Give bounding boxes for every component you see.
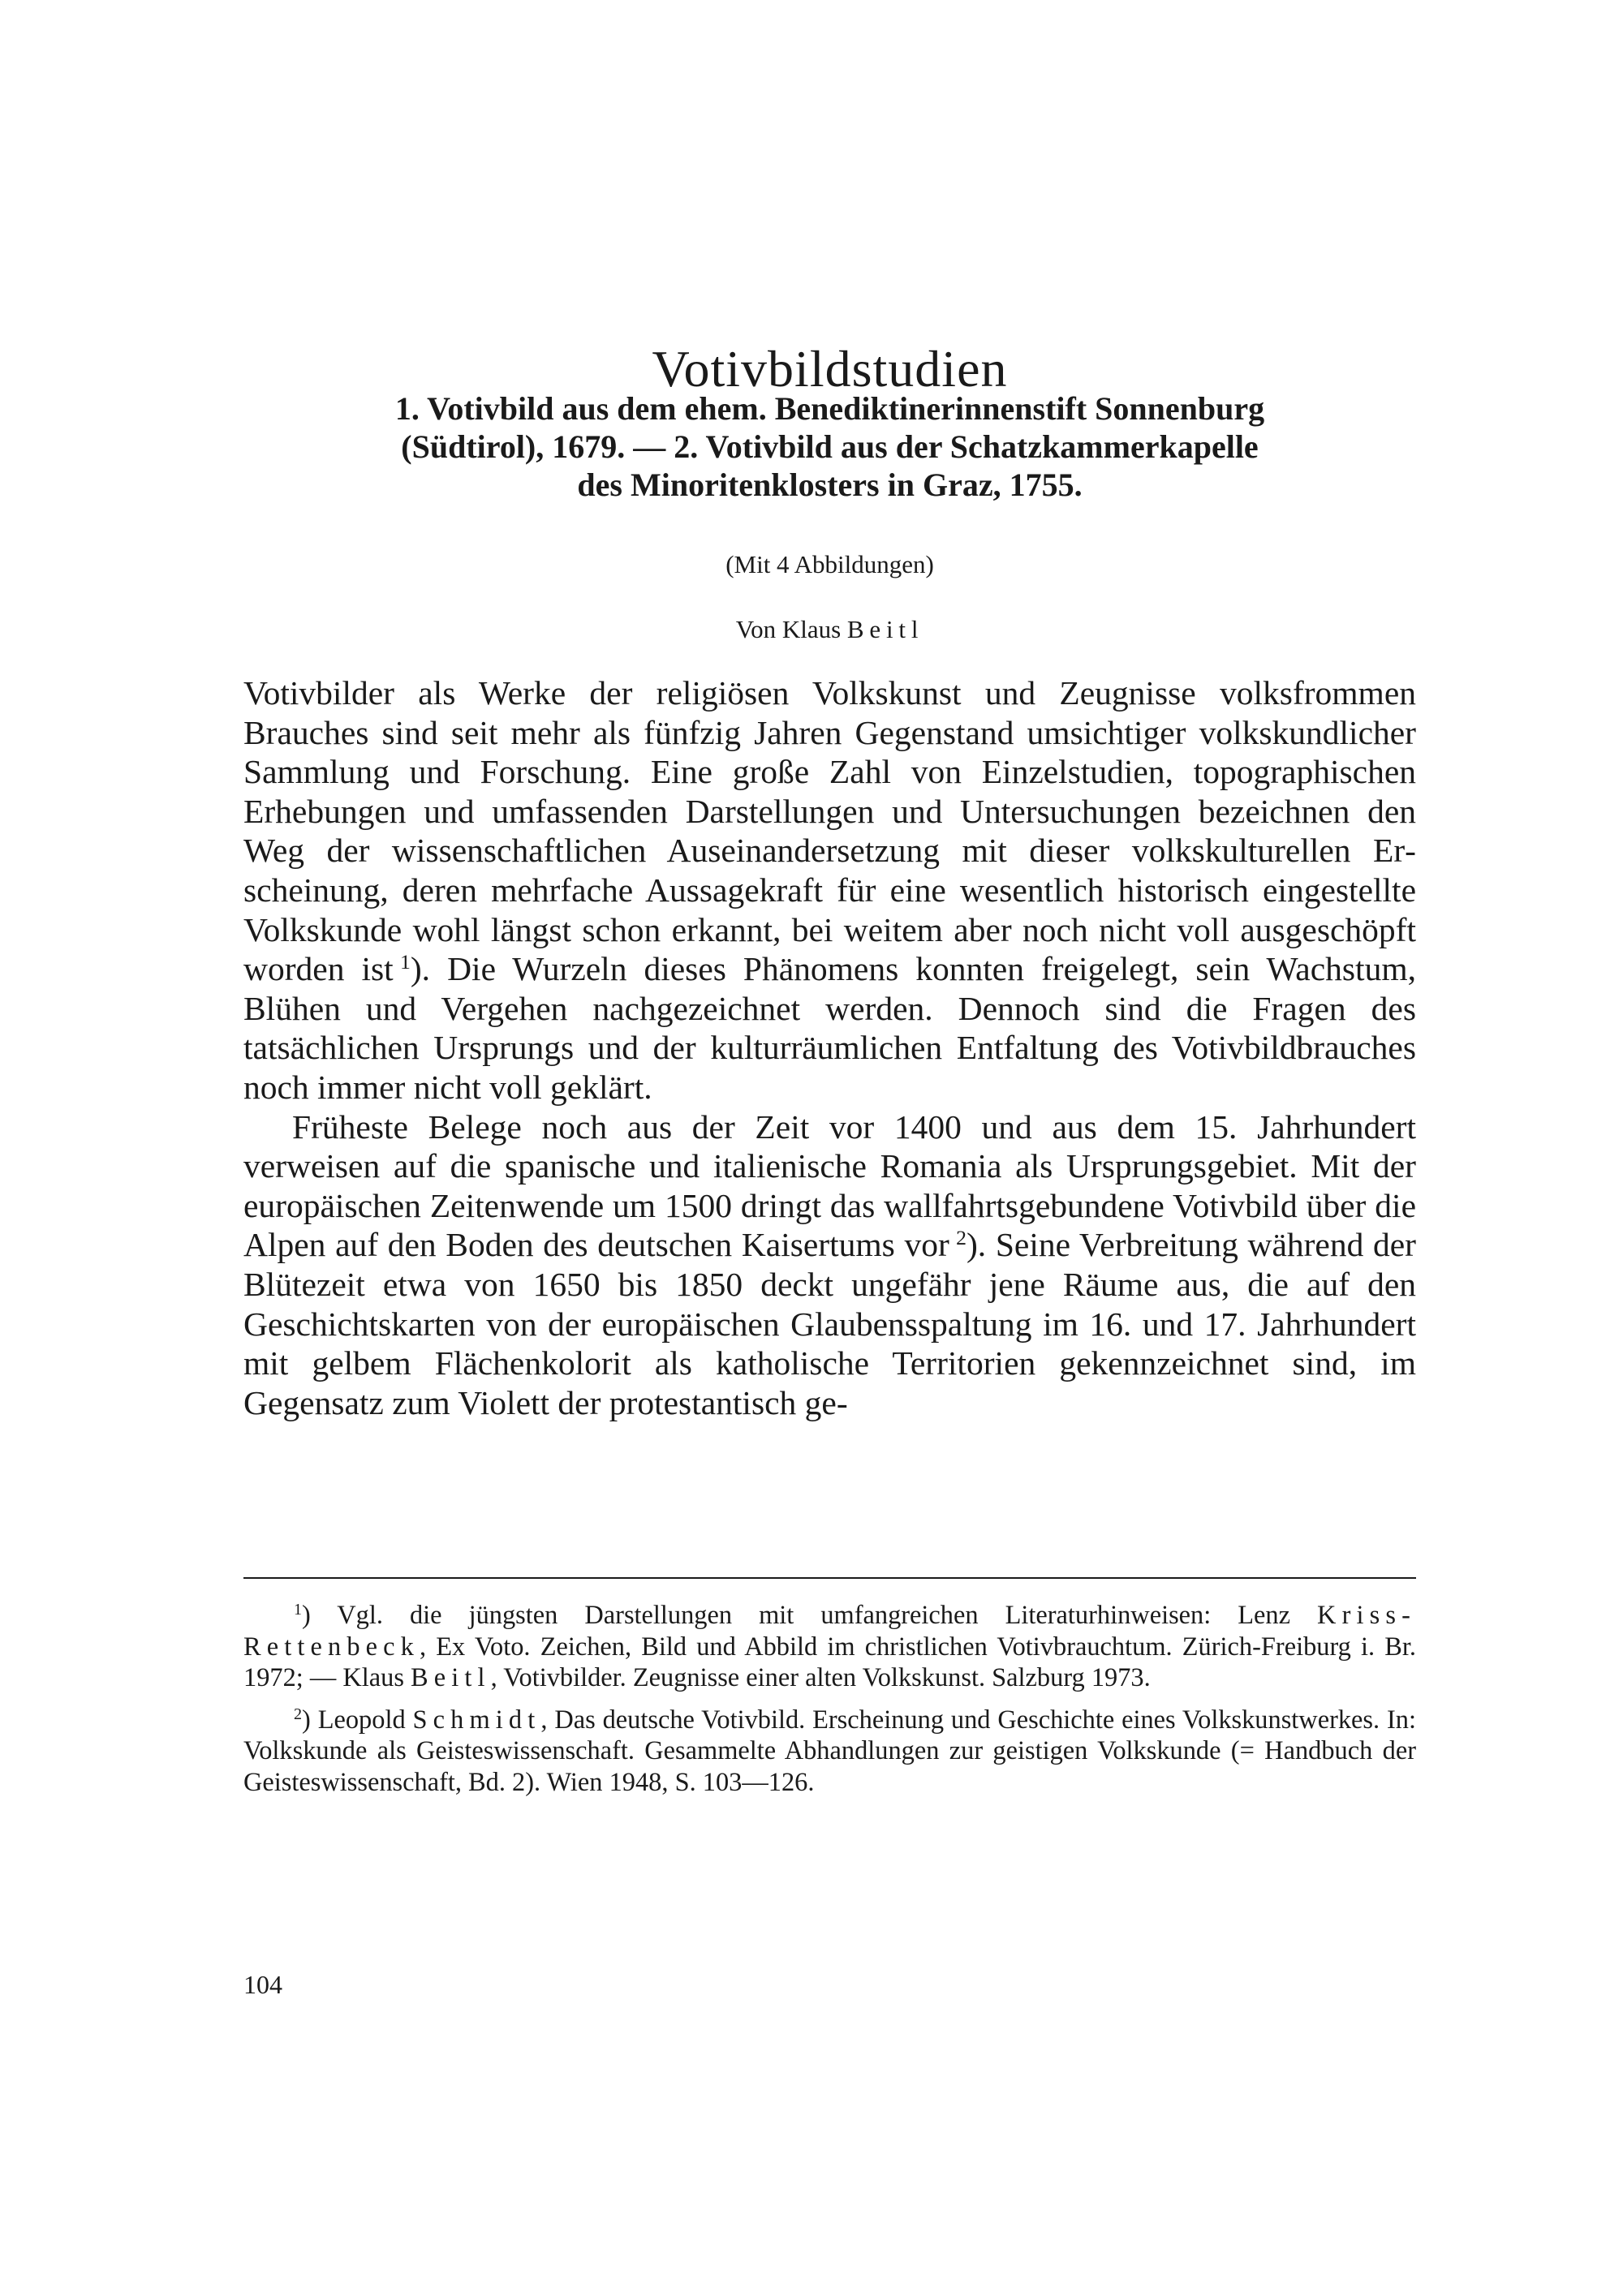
author-prefix: Von Klaus (735, 615, 847, 643)
footnote-author-name: Kriss-Rettenbeck (243, 1601, 1416, 1662)
footnote-1 (243, 1600, 1416, 1694)
article-subtitle (243, 389, 1416, 504)
footnote-author-name: Beitl (411, 1663, 491, 1693)
footnote-text: , Das deutsche Votivbild. Erscheinung und Geschichte eines Volkskunstwerkes. In: Volkskunde als Geisteswissenschaft. Gesammelte Abhandlungen zur geistigen Volkskunde (= Handbuch der Geisteswissenschaft, Bd. 2). Wien 1948, S. 103—126. (243, 1705, 1416, 1797)
article-title: Votivbildstudien (652, 339, 1008, 398)
footnote-text: ) Vgl. die jüngsten Darstellungen mit umfangreichen Literaturhinweisen: Lenz (302, 1601, 1318, 1630)
footnote-separator (243, 1577, 1416, 1579)
subtitle-line: 1. Votivbild aus dem ehem. Benediktinerinnenstift Sonnenburg (394, 390, 1265, 427)
paragraph-text: Früheste Belege noch aus der Zeit vor 1400 und aus dem 15. Jahrhundert verweisen auf die spanische und italienische Romania als Ursprungsgebiet. Mit der europäischen Zeitenwende um 1500 dringt das wallfahrtsgebundene Votivbild über die Alpen auf den Boden des deutschen Kaisertums vor (243, 1107, 1416, 1264)
footnote-text: ) Leopold (302, 1705, 413, 1735)
author-line (243, 617, 1416, 642)
paragraph-text: ). Seine Verbreitung während der Blütezeit etwa von 1650 bis 1850 deckt ungefähr jene Räume aus, die auf den Geschichtskarten von der europäischen Glaubensspaltung im 16. und 17. Jahrhundert mit gelbem Flächenkolorit als katholische Territorien gekennzeichnet sind, im Gegensatz zum Violett der protestantisch ge- (243, 1226, 1416, 1421)
footnote-text: , Ex Voto. Zeichen, Bild und Abbild im christlichen Votivbrauchtum. Zürich-Freiburg i. Br. 1972; — Klaus (243, 1632, 1416, 1693)
body-paragraph-1 (243, 673, 1416, 1107)
footnote-2 (243, 1705, 1416, 1799)
page-number: 104 (243, 1970, 282, 1999)
author-surname: Beitl (846, 615, 924, 643)
illustrations-note: (Mit 4 Abbildungen) (725, 550, 934, 578)
body-text (243, 673, 1416, 1422)
footnote-reference-2: 2 (956, 1226, 966, 1250)
footnote-mark: 2 (294, 1705, 303, 1723)
footnotes (243, 1600, 1416, 1809)
footnote-reference-1: 1 (400, 950, 411, 974)
paragraph-text: ). Die Wurzeln dieses Phänomens konnten freigelegt, sein Wachstum, Blühen und Vergehen nachgezeichnet werden. Dennoch sind die Fragen des tatsächlichen Ursprungs und der kulturräumlichen Entfaltung des Votivbildbrauches noch immer nicht voll geklärt. (243, 950, 1416, 1106)
body-paragraph-2 (243, 1107, 1416, 1423)
subtitle-line: (Südtirol), 1679. — 2. Votivbild aus der Schatzkammerkapelle (401, 428, 1259, 465)
footnote-author-name: Schmidt (412, 1705, 541, 1735)
paragraph-text: Votivbilder als Werke der religiösen Volkskunst und Zeugnisse volksfrommen Brauches sind seit mehr als fünfzig Jahren Gegenstand umsichtiger volkskundlicher Sammlung und Forschung. Eine große Zahl von Einzelstudien, topographischen Erhebungen und umfassenden Darstellungen und Untersuchungen bezeichnen den Weg der wissenschaftlichen Auseinandersetzung mit dieser volkskulturellen Erscheinung, deren mehrfache Aussagekraft für eine wesentlich historisch eingestellte Volkskunde wohl längst schon erkannt, bei weitem aber noch nicht voll ausgeschöpft worden ist (243, 674, 1416, 988)
footnote-mark: 1 (294, 1600, 303, 1619)
subtitle-line: des Minoritenklosters in Graz, 1755. (577, 467, 1083, 503)
footnote-text: , Votivbilder. Zeugnisse einer alten Volkskunst. Salzburg 1973. (490, 1663, 1151, 1693)
